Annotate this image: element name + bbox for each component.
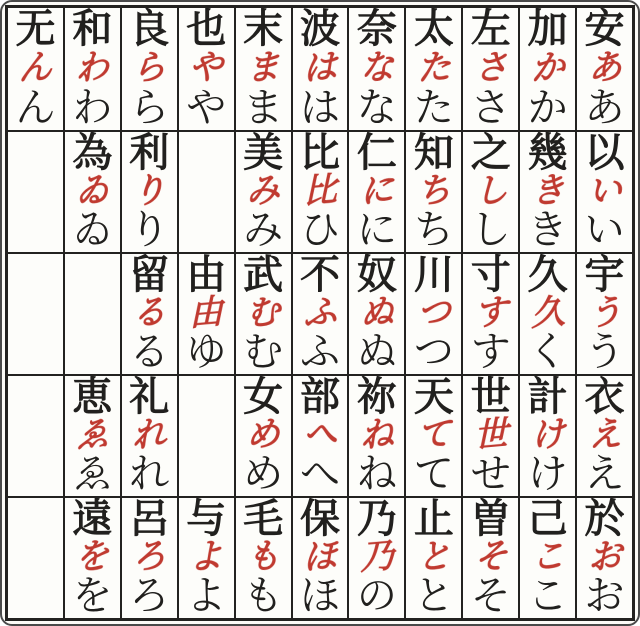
hiragana-glyph: た xyxy=(413,85,454,130)
hiragana-glyph: ゑ xyxy=(72,451,113,496)
cell-ma-row2 xyxy=(236,130,291,252)
kanji-glyph: 波 xyxy=(300,8,341,51)
red-cursive-glyph: 世 xyxy=(473,415,509,455)
cell-na-row5 xyxy=(349,496,404,618)
hiragana-glyph: あ xyxy=(584,85,625,130)
hiragana-glyph: ゆ xyxy=(186,329,227,374)
red-cursive-glyph: ら xyxy=(131,48,167,88)
empty-cell xyxy=(8,496,63,618)
red-cursive-glyph: り xyxy=(131,171,167,211)
kanji-glyph: 与 xyxy=(186,496,227,541)
cell-a-row1 xyxy=(577,8,632,130)
hiragana-glyph: と xyxy=(413,573,454,618)
hiragana-glyph: や xyxy=(186,85,227,130)
kanji-glyph: 良 xyxy=(129,8,170,51)
empty-cell xyxy=(8,252,63,374)
red-cursive-glyph: あ xyxy=(586,48,623,88)
empty-cell xyxy=(8,130,63,252)
red-cursive-glyph: は xyxy=(302,48,338,88)
cell-ya-row1 xyxy=(179,8,234,130)
cell-ta-row5 xyxy=(406,496,461,618)
hiragana-glyph: き xyxy=(527,207,568,252)
kanji-glyph: 女 xyxy=(243,374,284,419)
red-cursive-glyph: す xyxy=(473,293,509,333)
kanji-glyph: 計 xyxy=(527,374,568,419)
cell-ta-row2 xyxy=(406,130,461,252)
hiragana-glyph: な xyxy=(356,85,397,130)
red-cursive-glyph: め xyxy=(245,415,281,455)
column-sa xyxy=(461,8,518,618)
red-cursive-glyph: こ xyxy=(530,537,566,577)
kanji-glyph: 以 xyxy=(584,130,625,175)
red-cursive-glyph: ふ xyxy=(302,293,338,333)
kanji-glyph: 曽 xyxy=(470,496,511,541)
red-cursive-glyph: ろ xyxy=(131,537,167,577)
red-cursive-glyph: お xyxy=(586,537,623,577)
hiragana-glyph: ら xyxy=(129,85,170,130)
red-cursive-glyph: そ xyxy=(473,537,509,577)
hiragana-glyph: せ xyxy=(470,451,511,496)
red-cursive-glyph: よ xyxy=(188,537,224,577)
kanji-glyph: 寸 xyxy=(470,252,511,297)
column-ma xyxy=(234,8,291,618)
kanji-glyph: 於 xyxy=(584,496,625,541)
hiragana-glyph: ゐ xyxy=(72,207,113,252)
kanji-glyph: 左 xyxy=(470,8,511,51)
kanji-glyph: 末 xyxy=(243,8,284,51)
cell-ya-row5 xyxy=(179,496,234,618)
cell-ra-row3 xyxy=(122,252,177,374)
red-cursive-glyph: ゐ xyxy=(74,171,110,211)
hiragana-glyph: ぬ xyxy=(356,329,397,374)
kanji-glyph: 部 xyxy=(300,374,341,419)
red-cursive-glyph: や xyxy=(188,48,224,88)
hiragana-glyph: よ xyxy=(186,573,227,618)
column-ya xyxy=(177,8,234,618)
red-cursive-glyph: ほ xyxy=(302,537,338,577)
hiragana-glyph: わ xyxy=(72,85,113,130)
cell-ya-row3 xyxy=(179,252,234,374)
cell-ra-row1 xyxy=(122,8,177,130)
red-cursive-glyph: ま xyxy=(245,48,281,88)
red-cursive-glyph: ゑ xyxy=(74,415,110,455)
hiragana-glyph: を xyxy=(72,573,113,618)
hiragana-glyph: さ xyxy=(470,85,511,130)
kanji-glyph: 遠 xyxy=(72,496,113,541)
hiragana-glyph: け xyxy=(527,451,568,496)
cell-ma-row4 xyxy=(236,374,291,496)
hiragana-glyph: か xyxy=(527,85,568,130)
cell-ha-row2 xyxy=(293,130,348,252)
kanji-glyph: 仁 xyxy=(356,130,397,175)
kanji-glyph: 毛 xyxy=(243,496,284,541)
red-cursive-glyph: な xyxy=(359,48,395,88)
column-ta xyxy=(404,8,461,618)
hiragana-glyph: み xyxy=(243,207,284,252)
kanji-glyph: 久 xyxy=(527,252,568,297)
cell-a-row5 xyxy=(577,496,632,618)
kanji-glyph: 武 xyxy=(243,252,284,297)
kanji-glyph: 由 xyxy=(186,252,227,297)
hiragana-glyph: ま xyxy=(243,85,284,130)
red-cursive-glyph: さ xyxy=(473,48,509,88)
red-cursive-glyph: か xyxy=(530,48,566,88)
kanji-glyph: 和 xyxy=(72,8,113,51)
cell-ra-row4 xyxy=(122,374,177,496)
column-na xyxy=(347,8,404,618)
cell-sa-row3 xyxy=(463,252,518,374)
red-cursive-glyph: つ xyxy=(416,293,452,333)
kanji-glyph: 宇 xyxy=(584,252,625,297)
hiragana-glyph: ほ xyxy=(300,573,341,618)
cell-ma-row3 xyxy=(236,252,291,374)
cell-wa-row4 xyxy=(65,374,120,496)
cell-ta-row4 xyxy=(406,374,461,496)
column-wa xyxy=(63,8,120,618)
cell-na-row3 xyxy=(349,252,404,374)
hiragana-glyph: も xyxy=(243,573,284,618)
hiragana-glyph: の xyxy=(356,573,397,618)
red-cursive-glyph: れ xyxy=(131,415,167,455)
hiragana-glyph: い xyxy=(584,207,625,252)
kanji-glyph: 恵 xyxy=(72,374,113,419)
red-cursive-glyph: を xyxy=(74,537,110,577)
red-cursive-glyph: ぬ xyxy=(359,293,395,333)
red-cursive-glyph: き xyxy=(530,171,566,211)
cell-ha-row1 xyxy=(293,8,348,130)
red-cursive-glyph: 乃 xyxy=(359,537,395,577)
cell-ka-row3 xyxy=(520,252,575,374)
red-cursive-glyph: け xyxy=(530,415,566,455)
kanji-glyph: 祢 xyxy=(356,374,397,419)
kanji-glyph: 之 xyxy=(470,130,511,175)
cell-ha-row5 xyxy=(293,496,348,618)
kanji-glyph: 利 xyxy=(129,130,170,175)
column-a xyxy=(575,8,632,618)
cell-ta-row3 xyxy=(406,252,461,374)
kanji-glyph: 天 xyxy=(413,374,454,419)
red-cursive-glyph: ね xyxy=(359,415,395,455)
kanji-glyph: 呂 xyxy=(129,496,170,541)
cell-a-row2 xyxy=(577,130,632,252)
cell-ka-row2 xyxy=(520,130,575,252)
cell-sa-row5 xyxy=(463,496,518,618)
kanji-glyph: 衣 xyxy=(584,374,625,419)
red-cursive-glyph: ち xyxy=(416,171,452,211)
red-cursive-glyph: へ xyxy=(302,415,338,455)
cell-na-row4 xyxy=(349,374,404,496)
kana-derivation-table xyxy=(5,5,635,621)
hiragana-glyph: す xyxy=(470,329,511,374)
hiragana-glyph: む xyxy=(243,329,284,374)
column-ha xyxy=(291,8,348,618)
column-n xyxy=(8,8,63,618)
hiragana-glyph: ん xyxy=(15,85,56,130)
kanji-glyph: 知 xyxy=(413,130,454,175)
kanji-glyph: 奴 xyxy=(356,252,397,297)
cell-wa-row2 xyxy=(65,130,120,252)
hiragana-glyph: え xyxy=(584,451,625,496)
red-cursive-glyph: 久 xyxy=(530,293,566,333)
cell-n-row1 xyxy=(8,8,63,130)
hiragana-glyph: へ xyxy=(300,451,341,496)
hiragana-glyph: て xyxy=(413,451,454,496)
kanji-glyph: 幾 xyxy=(527,130,568,175)
hiragana-glyph: お xyxy=(584,573,625,618)
cell-na-row2 xyxy=(349,130,404,252)
kanji-glyph: 保 xyxy=(300,496,341,541)
red-cursive-glyph: 由 xyxy=(188,293,224,333)
kanji-glyph: 比 xyxy=(300,130,341,175)
red-cursive-glyph: む xyxy=(245,293,281,333)
cell-sa-row1 xyxy=(463,8,518,130)
red-cursive-glyph: う xyxy=(586,293,623,333)
hiragana-glyph: こ xyxy=(527,573,568,618)
hiragana-glyph: れ xyxy=(129,451,170,496)
hiragana-glyph: そ xyxy=(470,573,511,618)
hiragana-glyph: う xyxy=(584,329,625,374)
red-cursive-glyph: え xyxy=(586,415,623,455)
cell-ra-row5 xyxy=(122,496,177,618)
kanji-glyph: 奈 xyxy=(356,8,397,51)
cell-ta-row1 xyxy=(406,8,461,130)
cell-ka-row1 xyxy=(520,8,575,130)
hiragana-glyph: り xyxy=(129,207,170,252)
column-ka xyxy=(518,8,575,618)
empty-cell xyxy=(65,252,120,374)
kanji-glyph: 安 xyxy=(584,8,625,51)
red-cursive-glyph: 比 xyxy=(302,171,338,211)
hiragana-glyph: ひ xyxy=(300,207,341,252)
hiragana-glyph: ね xyxy=(356,451,397,496)
kanji-glyph: 太 xyxy=(413,8,454,51)
kanji-glyph: 无 xyxy=(15,8,56,51)
cell-na-row1 xyxy=(349,8,404,130)
cell-a-row3 xyxy=(577,252,632,374)
red-cursive-glyph: わ xyxy=(74,48,110,88)
kanji-glyph: 世 xyxy=(470,374,511,419)
empty-cell xyxy=(179,130,234,252)
red-cursive-glyph: る xyxy=(131,293,167,333)
red-cursive-glyph: み xyxy=(245,171,281,211)
hiragana-glyph: に xyxy=(356,207,397,252)
hiragana-glyph: つ xyxy=(413,329,454,374)
hiragana-glyph: ち xyxy=(413,207,454,252)
kanji-glyph: 不 xyxy=(300,252,341,297)
kanji-glyph: 美 xyxy=(243,130,284,175)
empty-cell xyxy=(8,374,63,496)
red-cursive-glyph: に xyxy=(359,171,395,211)
cell-a-row4 xyxy=(577,374,632,496)
kanji-glyph: 止 xyxy=(413,496,454,541)
cell-ka-row4 xyxy=(520,374,575,496)
kanji-glyph: 留 xyxy=(129,252,170,297)
red-cursive-glyph: も xyxy=(245,537,281,577)
hiragana-glyph: め xyxy=(243,451,284,496)
kanji-glyph: 為 xyxy=(72,130,113,175)
cell-ma-row1 xyxy=(236,8,291,130)
kanji-glyph: 己 xyxy=(527,496,568,541)
hiragana-glyph: く xyxy=(527,329,568,374)
kanji-glyph: 加 xyxy=(527,8,568,51)
cell-ka-row5 xyxy=(520,496,575,618)
cell-wa-row1 xyxy=(65,8,120,130)
red-cursive-glyph: い xyxy=(586,171,623,211)
column-ra xyxy=(120,8,177,618)
kanji-glyph: 礼 xyxy=(129,374,170,419)
red-cursive-glyph: と xyxy=(416,537,452,577)
cell-wa-row5 xyxy=(65,496,120,618)
cell-ha-row4 xyxy=(293,374,348,496)
hiragana-glyph: ふ xyxy=(300,329,341,374)
kanji-glyph: 川 xyxy=(413,252,454,297)
hiragana-glyph: る xyxy=(129,329,170,374)
red-cursive-glyph: た xyxy=(416,48,452,88)
kanji-glyph: 乃 xyxy=(356,496,397,541)
red-cursive-glyph: し xyxy=(473,171,509,211)
hiragana-glyph: ろ xyxy=(129,573,170,618)
cell-ra-row2 xyxy=(122,130,177,252)
red-cursive-glyph: ん xyxy=(17,48,54,88)
hiragana-glyph: は xyxy=(300,85,341,130)
hiragana-glyph: し xyxy=(470,207,511,252)
cell-sa-row2 xyxy=(463,130,518,252)
cell-ma-row5 xyxy=(236,496,291,618)
empty-cell xyxy=(179,374,234,496)
red-cursive-glyph: て xyxy=(416,415,452,455)
cell-sa-row4 xyxy=(463,374,518,496)
kanji-glyph: 也 xyxy=(186,8,227,51)
cell-ha-row3 xyxy=(293,252,348,374)
